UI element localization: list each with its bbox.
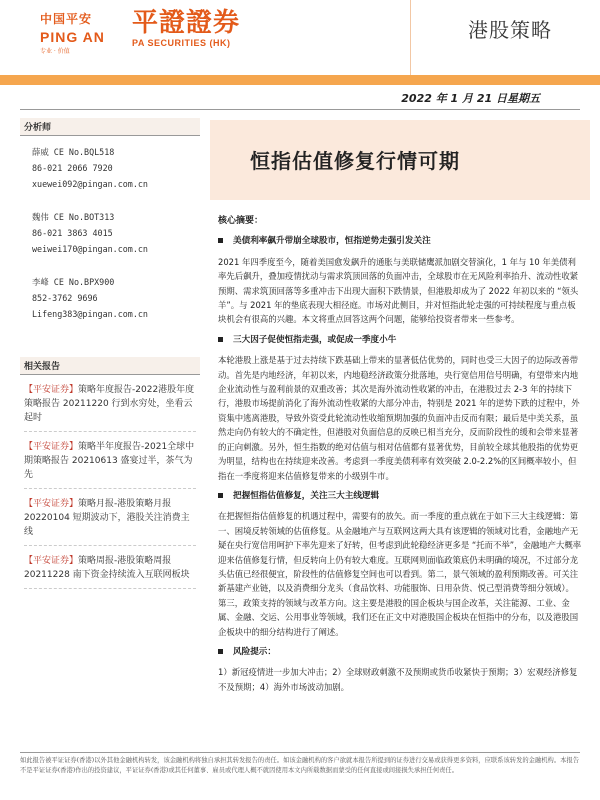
section-heading: [218, 333, 582, 347]
analyst-phone: 86-021 3863 4015: [32, 228, 113, 238]
section-heading-text: 三大因子促使恒指走强，或促成一季度小牛: [233, 334, 397, 345]
report-text: 策略年度报告-2022港股年度策略报告 20211220 行到水穷处，坐看云起时: [24, 385, 195, 423]
pa-securities-logo-en: PA SECURITIES (HK): [132, 38, 231, 48]
analyst-email[interactable]: xuewei092@pingan.com.cn: [32, 179, 148, 189]
header-accent-bar: [0, 75, 600, 85]
related-reports-heading: 相关报告: [20, 357, 200, 375]
analyst-card: [20, 209, 200, 257]
date-bar: [20, 88, 580, 110]
analyst-id: 薛威 CE No.BQL518: [32, 147, 115, 157]
report-title: 恒指估值修复行情可期: [250, 149, 460, 173]
report-tag: 【平安证券】: [24, 385, 79, 395]
analyst-email[interactable]: weiwei170@pingan.com.cn: [32, 244, 148, 254]
section-heading-text: 美债利率飙升带崩全球股市，恒指逆势走强引发关注: [233, 236, 431, 247]
square-bullet-icon: [218, 337, 223, 342]
related-report-link[interactable]: [24, 497, 196, 546]
report-text: 策略月报-港股策略月报 20220104 短期波动下，港股关注消费主线: [24, 499, 190, 537]
analysts-heading: 分析师: [20, 118, 200, 136]
analyst-id: 魏伟 CE No.BOT313: [32, 212, 115, 222]
section-heading: [218, 234, 582, 248]
ping-an-logo-en: PING AN: [40, 29, 105, 45]
abstract-label: 核心摘要：: [218, 216, 264, 226]
section-paragraph: 本轮港股上涨是基于过去持续下跌基础上带来的显著低估优势的，同时也受三大因子的边际改善带动。首先是内地经济，年初以来，内地稳经济政策分批落地，央行宽信用信号明确，有望带来内地企业流动性与盈利前景的双重改善；其次是海外流动性收紧的冲击，在港股过去 2-3 年的持续下行，港股市场提前消化了海外流动性收紧的大部分冲击，特别是 2021 年的逆势下跌的过程中，外资集中逃离港股，导致外资受此轮流动性收缩预期加强的负面冲击反而有限；最后是中美关系，虽然走向仍有较大的不确定性，但港股对负面信息的反映已相当充分，反而阶段性的缓和会带来显著的正向刺激。另外，恒生指数的绝对估值与相对估值都有显著优势，目前较全球其他股指的优势更为明显，结构也在持续迎来改善。考虑到一季度美债利率有效突破 2.0-2.2%的区间概率较小，但指在一季度将迎来估值修复带来的小级别牛市。: [218, 355, 580, 481]
section-heading-text: 把握恒指估值修复，关注三大主线逻辑: [233, 490, 380, 501]
abstract-body: [210, 214, 582, 698]
report-tag: 【平安证券】: [24, 556, 79, 566]
report-text: 策略半年度报告-2021全球中期策略报告 20210613 盛宴过半，茶气为先: [24, 442, 195, 480]
square-bullet-icon: [218, 493, 223, 498]
related-report-link[interactable]: [24, 554, 196, 589]
square-bullet-icon: [218, 649, 223, 654]
section-paragraph: 在把握恒指估值修复的机遇过程中，需要有的放矢。而一季度的重点就在于如下三大主线逻辑：第一、困境反转领域的估值修复。从金融地产与互联网这两大具有该逻辑的领域对比看，金融地产无疑在央行宽信用呵护下率先迎来了好转，但考虑到此轮稳经济更多是 “托而不举”，金融地产大概率迎来估值修复行情，但反转向上仍有较大难度。互联网则面临政策底仍未明确的境况，不过部分龙头估值已经很便宜，阶段性的估值修复空间也可以看到。第二，景气领域的盈利预期改善。可关注新基建产业链，以及消费细分龙头（食品饮料、功能服饰、日用杂货、悦己型消费等细分领域）。第三，政策支持的领域与改革方向。这主要是港股的国企板块与国企改革，关注能源、工业、金属、金融、交运、公用事业等领域，我们还在正文中对港股国企板块在恒指中的分布，以及港股国企板块中的细分结构进行了阐述。: [218, 511, 582, 637]
report-date: 2022 年 1 月 21 日星期五: [401, 92, 540, 105]
related-report-link[interactable]: [24, 440, 196, 489]
analyst-card: [20, 274, 200, 322]
report-tag: 【平安证券】: [24, 442, 79, 452]
doc-type: 港股策略: [468, 18, 552, 42]
analyst-phone: 852-3762 9696: [32, 293, 98, 303]
analyst-id: 李峰 CE No.BPX900: [32, 277, 115, 287]
related-reports-section: [20, 357, 200, 589]
disclaimer-footer: 如此报告被平证证券(香港)以外其他金融机构转发，该金融机构将独自承担其转发报告的责任。如该金融机构的客户欲就本报告所提到的证券进行交易或获得更多资料，应联系该转发的金融机构。本报告不是平证证券(香港)作出的投资建议，平证证券(香港)或其任何董事、雇员或代理人概不就因使用本文内所载数据而蒙受的任何直接或间接损失承担任何责任。: [20, 752, 580, 776]
ping-an-logo-sub: 专业 · 价值: [40, 48, 70, 55]
risk-heading: [218, 645, 582, 659]
pa-securities-logo: [132, 8, 240, 48]
section-paragraph: 2021 年四季度至今，随着美国愈发飙升的通胀与美联储鹰派加剧交替演化，1 年与 10 年美债利率先后飙升，叠加疫情扰动与需求筑顶回落的负面冲击，全球股市在无风险利率抬升、流动性收紧预期、需求筑顶回落等多重冲击下出现大面积下跌情景，但港股却成为了 2022 年初以来的 “领头羊”。与 2021 年的垫底表现大相径庭。市场对此侧目，并对恒指此轮走强的可持续程度与重点板块机会有很高的兴趣。本文将重点回答这两个问题，能够给投资者带来一些参考。: [218, 256, 579, 325]
square-bullet-icon: [218, 238, 223, 243]
report-tag: 【平安证券】: [24, 499, 79, 509]
risk-heading-text: 风险提示：: [233, 646, 276, 657]
title-box: [210, 120, 590, 200]
analysts-section: [20, 118, 200, 331]
report-text: 策略周报-港股策略周报 20211228 南下资金持续流入互联网板块: [24, 556, 190, 580]
risk-text: 1）新冠疫情进一步加大冲击；2）全球财政刺激不及预期或货币收紧快于预期；3）宏观经济修复不及预期；4）海外市场波动加剧。: [218, 667, 578, 692]
analyst-card: [20, 144, 200, 192]
analyst-phone: 86-021 2066 7920: [32, 163, 113, 173]
ping-an-logo-cn: 中国平安: [40, 12, 93, 26]
header-divider: [410, 0, 411, 75]
analyst-email[interactable]: Lifeng383@pingan.com.cn: [32, 309, 148, 319]
pa-securities-logo-cn: 平證證券: [132, 8, 241, 38]
related-report-link[interactable]: [24, 383, 196, 432]
ping-an-logo: [40, 10, 110, 54]
report-header: [0, 0, 600, 75]
section-heading: [218, 489, 582, 503]
